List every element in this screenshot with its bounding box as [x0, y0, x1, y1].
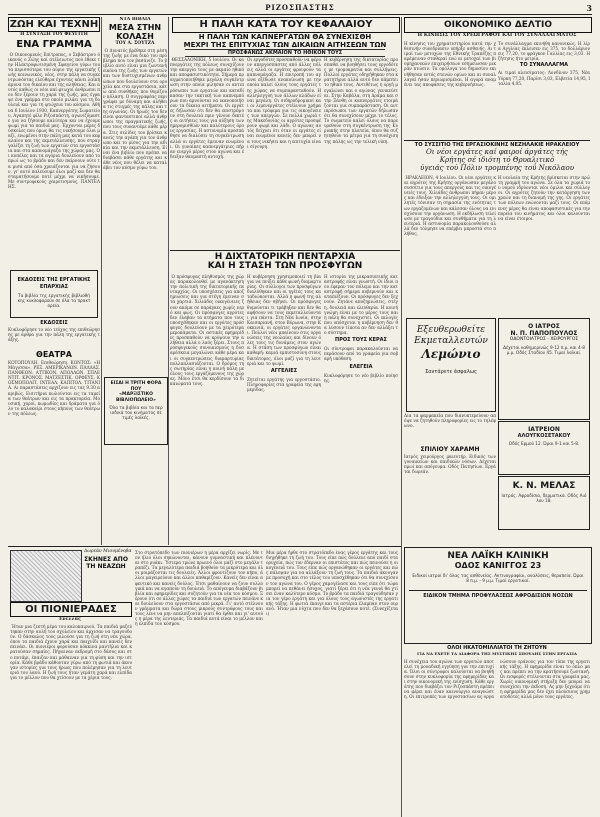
right-col-e: Δια τα φαρμακεία που διανυκτερεύουν απόψε να ζητηθούν πληροφορίες εις το τηλέφωνο.	[404, 413, 496, 429]
masthead: ΡΙΖΟΣΠΑΣΤΗΣ	[265, 3, 335, 12]
main-col-d: Ο πρόσφυγας πληθυσμός της χώρας παρακολουθεί με αγανάκτηση την πολιτική της δικτατορικής πενταρχίας. Οι υποσχέσεις για αποζημιώσεις και για στέγη έμειναν στα χαρτιά. Χιλιάδες οικογένειες ζουν ακόμα σε παράγκες χωρίς νερό και φως. Οι πρόσφυγες αγρότες δεν έλαβαν τα κτήματα που τους υποσχέθηκαν και οι εργάτες πρόσφυγες δουλεύουν με τα χειρότερα μεροκάματα. Οι αστικές εφημερίδες προσπαθούν να κρύψουν την αλήθεια αλλά ο λαός ξέρει. Στους προσφυγικούς συνοικισμούς η δυσαρέσκεια μεγαλώνει κάθε μέρα και οι συγκεντρώσεις διαμαρτυρίας πολλαπλασιάζονται. Ο δρόμος της σωτηρίας είναι η κοινή πάλη με όλους τους εργαζόμενους της χώρας. Μόνο έτσι θα κερδίσουν τα δικαιώματά τους.	[170, 274, 244, 386]
col1-title: ΕΝΑ ΓΡΑΜΜΑ	[16, 38, 92, 50]
right-headline-syssitio: ΤΟ ΣΥΣΣΙΤΙΟ ΤΗΣ ΕΡΓΑΣΙΟΚΙΝΗΣ ΝΕΖΗΛΑΚΙΕ ΗΡΑΚΛΕΙΟΥ	[404, 140, 590, 148]
ad-lemonio-script3: Λεμώνιο	[421, 347, 481, 361]
bottom-title-pionierades: ΟΙ ΠΙΟΝΙΕΡΑΔΕΣ	[10, 602, 132, 617]
right-bottom-title: ΟΛΟΙ ΗΚΑΤΟΜΙΛΛΙΑΤΟΙ ΤΗ ΖΗΤΟΥΝ	[447, 645, 547, 651]
section-pros-tous: ΠΡΟΣ ΤΟΥΣ ΚΕΡΑΣ	[335, 337, 387, 344]
column-divider-1	[101, 17, 102, 545]
right-italic-line1: Οι νέοι εργάτες καί φαιροί άργάτες τής	[426, 148, 568, 156]
ad-marxistiko-line1: ΕΙΣΑΙ Η ΤΡΙΤΗ ΦΟΡΑ ΠΟΥ	[110, 381, 162, 392]
headline-stasi-prosfygon: ΚΑΙ Η ΣΤΑΣΗ ΤΩΝ ΠΡΟΣΦΥΓΩΝ	[207, 261, 363, 271]
section-header-zoi-kai-texni: ΖΩΗ ΚΑΙ ΤΕΧΝΗ	[9, 19, 99, 30]
ad-melas	[498, 476, 590, 530]
right-col-c: ΗΡΑΚΛΕΙΟΝ, 4 Ιουλίου. Οι νέοι εργάτες και αγρότες της Κρήτης οργάνωσαν μεγάλο συσσίτιο για τους απεργούς και τις οικογένειές τους. Χιλιάδες άνθρωποι πήραν μέρος και έδειξαν την αλληλεγγύη τους. Οι ομιλητές τόνισαν τη σημασία της ενότητας των εργαζομένων και κάλεσαν όλους να ενισχύσουν την οργάνωση. Η εκδήλωση τελείωσε με τραγούδια και συνθήματα για τη λευτεριά. Η αστυνομία παρακολουθούσε αλλά δεν τόλμησε να επέμβει μπροστά στο πλήθος.	[404, 175, 496, 237]
bottom-author: Ενελλας	[59, 617, 81, 622]
col1-section-ekdoseis: ΕΚΔΟΣΕΙΣ	[40, 320, 68, 326]
subhead-ithiko: ΠΡΟΣΦΑΝΩΣ ΑΚΜΑΙΟΝ ΤΟ ΗΘΙΚΟΝ ΤΟΥΣ	[185, 49, 385, 57]
bottom-title-small: ΣΚΗΝΕΣ ΑΠΟ ΤΗ ΝΕΑΖΩΗ	[84, 556, 128, 570]
ad-iatreion	[498, 421, 590, 475]
top-rule	[8, 14, 592, 15]
right-bottom	[404, 645, 590, 815]
bottom-col-c: Μια μέρα ήρθε στο στρατόπεδο ένας γέρος εργάτης και τους διηγήθηκε τη ζωή του. Τους είπε πώς δούλευε από παιδί στα ορυχεία, πώς τον έδερναν οι επιστάτες και πώς πεινούσε η οικογένειά του. Τους είπε πώς οργανώθηκαν οι εργάτες και πώς πάλεψαν για να αλλάξουν τη ζωή τους. Τα παιδιά άκουγαν με προσοχή και στο τέλος του υποσχέθηκαν ότι θα συνεχίσουν τον αγώνα του. Ο γέρος χαμογέλασε και τους είπε ότι τώρα μπορεί να πεθάνει ήσυχος, γιατί ξέρει ότι η νέα γενιά θα χτίσει έναν καλύτερο κόσμο. Το βράδυ τα παιδιά τραγούδησαν για τον γέρο εργάτη και για όλους τους αγωνιστές της εργατικής τάξης. Η φωτιά έκαιγε και τα αστέρια έλαμπαν στον ουρανό. Ήταν μια νύχτα που δεν θα ξεχάσουν ποτέ. (Συνεχίζεται)	[266, 550, 398, 617]
col1-body: Ο Οικονομικός Επίτροπος, ο Σεβάστρου ό ικανός ο Ζώης καί ατέλειωτος πού έθεκε την Ηλεκτροφωτισμένη Σφαγείου γύρω του τα περισσότερα του αύριο της εργατικής ζωής κοινωνικός, νέος, στην πάλη να συγκεντρωνόντας ελεύθερα έχοντας κάνει λαϊκή άμυνα του δικαίου και της αλήθειας. Και αυτός καθώς οι νέοι καί φτωχοί άνθρωποι που δεν ξέρουν τη χαρά της ζωής, μας έγραψε ένα γράμμα στο οποίο μιλάει για τη δουλειά και για τη φτώχεια του κόσμου. Αθήνα 6 Ιουλίου 1930, Καπνεργάτης Σωματείου, Αγαπητέ φίλε Ριζοσπάστη, αγωνιζόμαστε για να ζήσουμε καλύτερα και να έχουμε ψωμί για τα παιδιά μας. Έρχονται μέρες δύσκολες που όμως θα τις νικήσουμε όλοι μαζί, ενωμένοι στην πάλη μας κατά του κεφαλαίου και της εκμετάλλευσης, που στραγγαλίζει τη ζωή των εργατών στα εργοστάσια και στα καπνομάγαζα της χώρας μας. Οι κοπέλες και τα αγόρια δουλεύουν από το πρωί ως το βράδυ και δεν παίρνουν ούτε τα μισά από όσα χρειάζονται για να ζήσουν, γι' αυτό παλεύουμε όλοι μαζί και δεν θα σταματήσουμε ποτέ μέχρι να νικήσουμε. Με συντροφικούς χαιρετισμούς, ΠΑΝΤΕΛΗΣ.	[8, 51, 100, 189]
col1-theatre-listings: ΚΟΤΟΠΟΥΛΗ. Επιθεώρηση. ΚΟΝΤΟΣ: «Η Μάγισσα». ΡΕΞ. ΑΜΕΡΙΚΑΝΟΝ. ΠΑΛΛΑΣ. ΠΑΝΘΕΟΝ. ΑΤΤΙΚΟΝ. ΑΠΟΛΛΩΝ. ΣΠΛΕΝΤΙΤ. ΚΡΟΝΟΣ. ΜΑΤΖΕΣΤΙΚ. ΟΡΦΕΥΣ. ΚΟΣΜΟΠΟΛΙΤ. ΙΝΤΕΑΛ. ΚΑΠΙΤΟΛ. ΤΙΤΑΝΙΑ. Αι παραστάσεις αρχίζουν εις τας 9.30 ακριβώς. Εισιτήρια πωλούνται εις τα ταμεία των θεάτρων και εις τα πρακτορεία. Μουσική, χοροί, κωμωδίες και δράματα για όλο το καλοκαίρι στους κήπους των θεάτρων της πόλεως.	[8, 360, 100, 416]
ad-nea-laiki-kliniki	[404, 547, 592, 644]
bottom-rule	[8, 546, 401, 547]
ad-lemonio-script2: Εκμεταλλευτών	[414, 336, 488, 346]
ad-clinic-body: Ειδικοί ιατροί δι' όλας τας ασθενείας. Ακτινογραφίαι, αναλύσεις, θεραπεία. Ώραι 8 π.μ. - 9 μ.μ. Τιμαί εργατικαί.	[412, 573, 584, 584]
page-number: 3	[586, 3, 592, 13]
bottom-col-a: Ήταν μια ζεστή μέρα του καλοκαιριού. Τα παιδιά μαζεύτηκαν στην αυλή του σχολείου και άρχισαν να τραγουδούν. Ο δάσκαλος τους μιλούσε για τη ζωή στη νέα χώρα, όπου τα παιδιά έχουν χαρά και παιχνίδι και κανείς δεν πεινάει. Οι πιονιέροι φορούσαν κόκκινα μαντήλια και κρατούσαν σημαίες. Πήγαιναν εκδρομή στο δάσος και στο ποτάμι, έπαιζαν και μάθαιναν για τη φύση και την ιστορία. Κάθε βράδυ κάθονταν γύρω από τη φωτιά και άκουγαν ιστορίες για τους ήρωες που πολέμησαν για τη λευτεριά του λαού. Η ζωή τους ήταν γεμάτη χαρά και ελπίδα για το μέλλον που θα χτίσουν με τα χέρια τους.	[10, 624, 132, 680]
bottom-col-b: Στο στρατόπεδο των πιονιέρων η μέρα αρχίζει νωρίς. Με τον ήλιο όλοι σηκώνονται, κάνουν γυμναστική και πλένονται στο ρυάκι. Ύστερα τρώνε πρωινό όλοι μαζί στο μεγάλο τραπέζι. Τα μεγαλύτερα παιδιά βοηθούν τα μικρότερα και όλοι μοιράζονται τις δουλειές. Άλλοι φροντίζουν τον κήπο, άλλοι μαγειρεύουν και άλλοι καθαρίζουν. Κανείς δεν είναι αφεντικό και κανείς δούλος. Έτσι μαθαίνουν να ζουν συλλογικά και να αγαπούν τη δουλειά. Το απόγευμα διαβάζουν βιβλία και εφημερίδες και συζητούν για τα νέα του κόσμου. Ξέρουν ότι σε άλλες χώρες τα παιδιά των εργατών πεινάνε και δουλεύουν στα εργοστάσια από μικρά. Γι' αυτό στέλνουν γράμματα και δώρα στους μικρούς συντρόφους τους και τους λένε να μην απελπίζονται γιατί θα έρθει και γι' αυτούς η μέρα της λευτεριάς. Τα παιδιά αυτά είναι το μέλλον και η ελπίδα του κόσμου.	[135, 550, 263, 627]
ad-clinic-address: ΟΔΟΣ ΚΑΝΙΓΓΟΣ 23	[454, 561, 542, 570]
ad-doctor-title: Ο ΙΑΤΡΟΣ	[528, 323, 560, 330]
col2-title: ΜΕΣΑ ΣΤΗΝ ΚΟΛΑΣΗ	[108, 22, 162, 41]
right-bottom-body: Η συνέχεια του αγώνα των εργατών αποτελεί τη μοναδική εγγύηση για την επιτυχία. Όλοι οι σύντροφοι καλούνται να βοηθήσουν στην κυκλοφορία της εφημερίδας και στην οικονομική της ενίσχυση. Κάθε εργάτης που διαβάζει τον Ριζοσπάστη πρέπει να φέρει και έναν καινούργιο αναγνώστη. Οι επιτροπές των εργοστασίων ας οργανώσουν εράνους για τον τύπο της εργατικής τάξης. Η εφημερίδα είναι το όπλο μας και πρέπει να την κρατήσουμε ζωντανή. Οι εισφορές στέλνονται στα γραφεία μας. Χωρίς οικονομική στήριξη δεν μπορεί να συνεχίσει την έκδοση. Ας μην ξεχνάμε ότι η εφημερίδα μας δεν έχει πλούσιους χρηματοδότες αλλά μόνο τους εργάτες.	[404, 658, 590, 700]
main-col-f: Η ιστορία της μικρασιατικής καταστροφής είναι γνωστή. Οι ίδιοι που έφεραν τον πόλεμο και την καταστροφή σήμερα κυβερνούν και καταπιέζουν. Οι πρόσφυγες δεν ξεχνούν. Ζητάνε αποζημιώσεις, στέγη, δουλειά και ελευθερία. Η κοινή γνώμη είναι με το μέρος τους και η πάλη θα συνεχιστεί. Οι εκλογές που υπόσχεται η κυβέρνηση δεν θα λύσουν τίποτα αν δεν αλλάξει το σύστημα. ΠΡΟΣ ΤΟΥΣ ΚΕΡΑΣ Οι σύντροφοι παρακαλούνται να περάσουν από τα γραφεία για σοβαρή υπόθεση. ΕΛΕΓΕΙΑ Κυκλοφόρησε το νέο βιβλίο ποίησης.	[324, 274, 398, 383]
right-col-d: Η νεολαία της Κρήτης βρίσκεται στην πρώτη γραμμή του αγώνα. Σε όλα τα χωριά του νομού ιδρύονται νέοι όμιλοι και σύλλογοι. Οι αγρότες ζητούν την κατάργηση των χρεών και τη διανομή της γης. Οι εργάτες των πόλεων ενώνονται μαζί τους. Οι επόμενες μέρες θα είναι αποφασιστικές για την πορεία του κινήματος και όλοι καλούνται να είναι έτοιμοι.	[498, 175, 590, 221]
ad-lemonio-script1: Εξευθερωθείτε	[416, 325, 486, 335]
ad-lemonio	[406, 318, 496, 412]
col1-section-theatra: ΘΕΑΤΡΑ	[36, 350, 72, 359]
ad-iatreion-body: Οδός Ερμού 12. Ώραι 9-1 και 5-8.	[508, 441, 580, 446]
col1-ekdoseis-body: Κυκλοφόρησε το νέο τεύχος της επιθεώρησης με άρθρα για την πάλη της εργατικής τάξης.	[8, 327, 100, 343]
ad-doctor-name: Ν. Π. ΠΑΠΟΠΟΥΛΟΣ	[510, 330, 578, 337]
col2-kicker: ΝΤΑ ΒΙΒΛΙΑ	[119, 17, 151, 22]
right-subheading: Η ΚΙΝΗΣΙΣ ΤΟΥ ΧΡΕΩΓΡΑΦΟΥ ΚΑΙ ΤΟΥ ΣΥΝΑΛΛΑΓΜΑΤΟΣ	[417, 32, 577, 38]
right-bottom-sub: ΓΙΑ ΝΑ ΕΧΕΤΕ ΤΑ ΔΙΑΦΟΡΑ ΤΗΣ ΜΥΣΤΙΚΗΣ ΣΠΟΥΔΗΣ ΣΤΗΝ ΕΡΓΑΣΙΑ	[417, 651, 577, 656]
col2-author: ΤΟΥ Α. ΣΟΥΤΖΑ	[115, 40, 155, 46]
right-col-a: Η κίνησις του χρηματιστηρίου κατά την χθεσινήν συνεδρίασιν υπήρξε ασθενής. Αι τιμαί των μετοχών της Εθνικής Τραπέζης παρέμειναν σταθεραί ενώ αι μετοχαί των βιομηχανικών επιχειρήσεων εσημείωσαν μικράν πτώσιν. Τα ομόλογα του δημοσίου εκινήθησαν εντός στενών ορίων και αι συναλλαγαί ήσαν περιωρισμέναι. Η αγορά αναμένει τας αποφάσεις της κυβερνήσεως.	[404, 41, 496, 87]
section-aggelies: ΑΓΓΕΛΙΕΣ	[270, 367, 298, 374]
ad-spiliou: ΣΠΙΛΙΟΥ ΧΑΡΑΜΗ	[420, 446, 480, 453]
section-synallagma: ΤΟ ΣΥΝΑΛΛΑΓΜΑ	[519, 62, 569, 69]
ad-doctor-body: Δέχεται καθημερινώς 9-12 π.μ. και 4-8 μ.μ. Οδός Σταδίου 45. Τιμαί λαϊκαί.	[503, 345, 585, 356]
headline-kapnergates: Η ΠΑΛΗ ΤΩΝ ΚΑΠΝΕΡΓΑΤΩΝ ΘΑ ΣΥΝΕΧΙΣΘΗ	[198, 33, 372, 41]
ad-melas-name: Κ. Ν. ΜΕΛΑΣ	[512, 481, 576, 491]
ad-clinic-title: ΝΕΑ ΛΑΪΚΗ ΚΛΙΝΙΚΗ	[447, 551, 549, 561]
right-col-b: Το συνάλλαγμα εκινήθη κανονικώς. Η λίρα Αγγλίας έκλεισεν εις 375, το δολλάριον εις 77,20, το φράγκον Γαλλίας εις 3,03. Η ζήτησις ήτο μετρία. ΤΟ ΣΥΝΑΛΛΑΓΜΑ Αι τιμαί κλεισίματος: Λονδίνον 375, Νέα Υόρκη 77,20, Παρίσι 3,03, Ελβετία 14,95, Ιταλία 4,05.	[498, 41, 590, 86]
ad-doctor-spec: ΟΔΟΝΤΟΙΑΤΡΟΣ - ΧΕΙΡΟΥΡΓΟΣ	[509, 337, 579, 342]
ad-ekdoseis-ergatikis	[10, 270, 98, 318]
ad-melas-body: Ιατρός. Αφροδίσια, δερματικά. Οδός Αιόλου 18.	[501, 493, 587, 504]
main-col-a: ΘΕΣΣΑΛΟΝΙΚΗ, 5 Ιουλίου. Οι καπνεργάτες της πόλεως συνεχίζουν την απεργία τους με ακμαίο ηθικό και αποφασιστικότητα. Σήμερα πραγματοποιήθηκε μεγάλη συγκέντρωση στην οποία μίλησαν οι αντιπρόσωποι των εργατών και καταδίκασαν την τακτική των καπνεμπόρων που αρνούνται να ικανοποιήσουν τα δίκαια αιτήματα. Οι εργάτες δήλωσαν ότι δεν θα επιστρέψουν στη δουλειά πριν γίνουν δεκτές οι αιτήσεις τους για αύξηση των ημερομισθίων και καλύτερους όρους εργασίας. Η αστυνομία προσπάθησε να διαλύσει τη συγκέντρωση αλλά οι εργάτες έμειναν ενωμένοι. Οι γυναίκες καπνεργάτριες πήραν ενεργό μέρος στον αγώνα και έδειξαν θαυμαστή αντοχή.	[170, 57, 244, 159]
column-divider-3	[401, 17, 402, 817]
ad-iatreion-title: ΙΑΤΡΕΙΟΝ	[528, 426, 560, 433]
column-divider-2	[168, 17, 169, 545]
ad-doctor	[498, 318, 590, 420]
ad-ekdoseis-title: ΕΚΔΟΣΕΙΣ ΤΗΣ ΕΡΓΑΤΙΚΗΣ ΕΠΑΡΧΙΑΣ	[17, 277, 91, 290]
ad-clinic-sub: ΕΙΔΙΚΟΝ ΤΜΗΜΑ ΠΡΟΦΥΛΑΞΕΩΣ ΑΦΡΟΔΙΣΙΩΝ ΝΟΣΩΝ	[409, 590, 587, 599]
headline-dixtatoriki-pentarxia: Η ΔΙΧΤΑΤΟΡΙΚΗ ΠΕΝΤΑΡΧΙΑ	[170, 250, 400, 262]
banner-pali-kata-kefalaiou: Η ΠΑΛΗ ΚΑΤΑ ΤΟΥ ΚΕΦΑΛΑΙΟΥ	[172, 17, 400, 33]
section-elegeia: ΕΛΕΓΕΙΑ	[349, 363, 373, 370]
column-2	[103, 17, 167, 377]
ad-ekdoseis-body: Τα βιβλία της εργατικής βιβλιοθήκης κυκλοφορούν σε όλα τα πρακτορεία.	[17, 293, 91, 309]
main-col-b: Οι εργοδότες προσπαθούν να φέρουν απεργοσπάστες από άλλες πόλεις αλλά οι εργάτες φρουρούν τα καπνομάγαζα. Η επιτροπή του αγώνα εξέδωσε ανακοίνωση με την οποία καλεί όλους τους εργάτες της χώρας να συμπαρασταθούν. Η αλληλεγγύη των άλλων κλάδων είναι μεγάλη. Οι σιδηροδρομικοί και οι λιμενεργάτες στέλνουν χρήματα και τρόφιμα για τις οικογένειες των απεργών. Σε πολλά χωριά της Μακεδονίας οι αγρότες προσφέρουν ψωμί και λάδι. Ο αγώνας αυτός δείχνει ότι όταν οι εργάτες είναι ενωμένοι κανείς δεν μπορεί να τους νικήσει και η επιτυχία είναι σίγουρη.	[247, 57, 321, 149]
col2-body: Ο Δυνατός βρέθηκε στη μέση της ζωής με ένα δικό του πρόβλημα που τον βασάνιζε. Το βιβλίο αυτό είναι μια ζωντανή εικόνα της ζωής των εργατών και των δυστυχισμένων ανθρώπων που δουλεύουν στα ορυχεία και στα εργοστάσια, κάτω από συνθήκες που θυμίζουν κόλαση. Ο συγγραφέας περιγράφει με δύναμη και αλήθεια τις στιγμές της πάλης και της αγωνίας. Οι ήρωές του δεν είναι φανταστικοί αλλά άνθρωποι της πραγματικής ζωής, που τους συναντάμε κάθε μέρα. Στις σελίδες του βρίσκει κανείς την αγάπη για τον άνθρωπο και το μίσος για την αδικία και την εκμετάλλευση. Είναι ένα βιβλίο που πρέπει να διαβάσει κάθε εργάτης και κάθε νέος που θέλει να καταλάβει τον κόσμο γύρω του.	[103, 48, 167, 171]
ad-marxistiko-body: Όλα τα βιβλία και τα περιοδικά του κινήματος σε τιμές λαϊκές.	[109, 405, 163, 421]
right-italic-line2: Κρήτης σέ ιδιότη τό Θρυαλιτικό	[439, 156, 555, 164]
ad-iatreion-name: ΑΛΟΥΓΚΟΣΕΤΑΚΟΥ	[517, 433, 571, 439]
main-col-c: Η κυβέρνηση της δικτατορίας προσπαθεί να βοηθήσει τους εργοδότες με τρομοκρατία και συλλήψεις. Πολλοί εργάτες οδηγήθηκαν στα κρατητήρια αλλά αυτό δεν κάμπτει το ηθικό τους. Αντιθέτως η οργή μεγαλώνει και ο αγώνας γενικεύεται. Στην Καβάλα, στη Δράμα και στην Ξάνθη οι καπνεργάτες ετοιμάζονται για συμπαράσταση. Οι αντιπρόσωποι των εργατών δήλωσαν ότι θα συνεχίσουν μέχρι το τέλος. Το σωματείο καλεί όλους να παρευρεθούν στη συγκέντρωση της Κυριακής στην πλατεία, όπου θα συζητηθούν τα μέτρα για τη συνέχιση της πάλης ως την τελική νίκη.	[324, 57, 398, 144]
pioneer-illustration	[10, 550, 82, 602]
ad-lemonio-sub: Σαντάρετε άσφαλως	[425, 369, 477, 375]
ad-marxistiko-line2: «ΜΑΡΞΙΣΤΙΚΟ ΒΙΒΛΙΟΠΩΛΕΙΟ»	[115, 392, 157, 403]
main-col-e: Η κυβέρνηση χρησιμοποιεί τη βία για να πνίξει κάθε φωνή διαμαρτυρίας. Οι σύλλογοι των προσφύγων διαλύθηκαν και οι ηγέτες τους καταδιώκονται. Αλλά η φωνή της αλήθειας δεν σβήνει. Οι πρόσφυγες θυμούνται τι τράβηξαν και δεν θα αφήσουν να τους εκμεταλλεύονται για πάντα. Στη Νέα Ιωνία, στην Καισαριανή, στον Βύρωνα, στην Κοκκινιά, οι εργάτες οργανώνονται. Πολλοί νέοι μπαίνουν στις οργανώσεις της νεολαίας και δίνουν όλες τους τις δυνάμεις στον αγώνα. Η στάση των προσφύγων είναι καθαρή: καμιά εμπιστοσύνη στους δικτάτορες, όλοι μαζί για τη λευτεριά και το ψωμί. ΑΓΓΕΛΙΕΣ Ζητείται εργάτης για εργοστάσιο. Πληροφορίες στα γραφεία της εφημερίδας.	[247, 274, 321, 392]
headline-mexri-epitixias: ΜΕΧΡΙ ΤΗΣ ΕΠΙΤΥΧΙΑΣ ΤΩΝ ΔΙΚΑΙΩΝ ΑΙΤΗΣΕΩΝ ΤΩΝ	[183, 41, 387, 49]
bottom-kicker: Δωρεάν Μιουμένοβα	[84, 549, 132, 554]
right-italic-line3: ύγειάς τού Πόλιν τρομπένης τοΰ Νικόλαου	[420, 164, 574, 172]
col1-subheading: Η ΣΥΝΤΑΞΗ ΤΟΥ ΦΕΥΓΙΤΗ	[20, 32, 88, 37]
right-col-f: Ιατρός χειρούργος μαιευτήρ. Ειδικός των γυναικείων και παιδικών νόσων. Δέχεται πρωί και απόγευμα. Οδός Πατησίων. Εργάται δωρεάν.	[404, 454, 496, 475]
ad-marxistiko	[104, 377, 168, 445]
banner-oikonomiko-deltio: ΟΙΚΟΝΟΜΙΚΟ ΔΕΛΤΙΟ	[404, 17, 592, 33]
